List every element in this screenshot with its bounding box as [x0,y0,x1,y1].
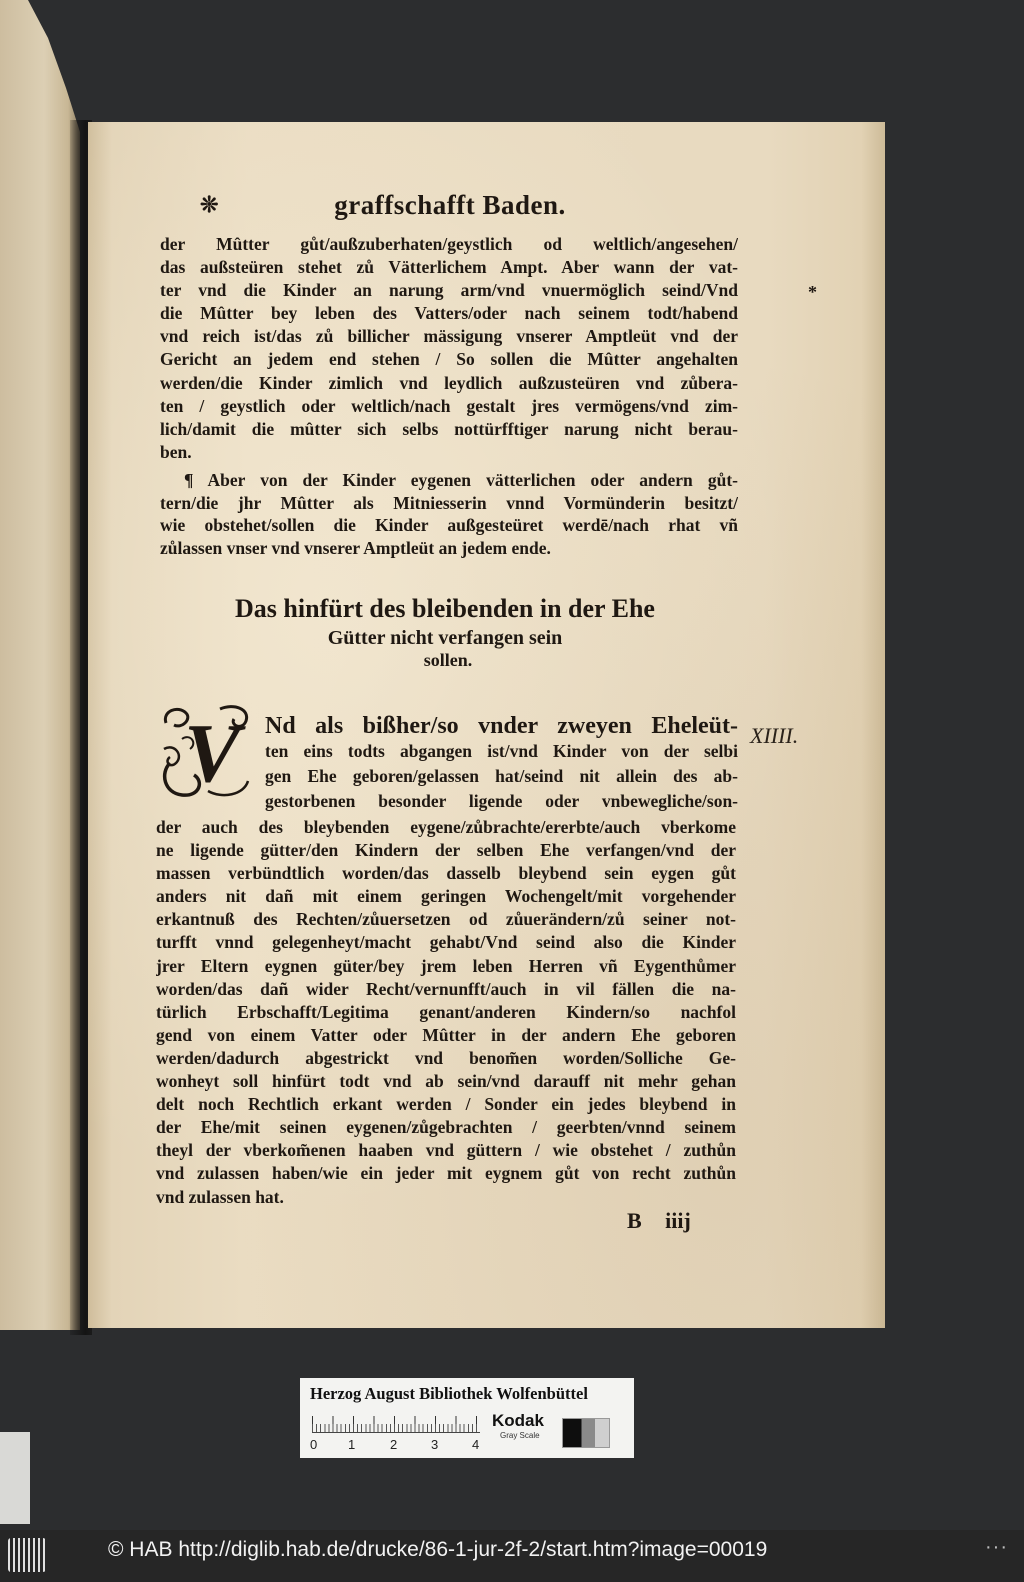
text-line: zůlassen vnser vnd vnserer Amptleüt an jedem ende. [160,538,551,559]
text-line: die Mûtter bey leben des Vatters/oder nach seinem todt/habend [160,303,738,324]
text-line: türlich Erbschafft/Legitima genant/anderen Kindern/so nachfol [156,1001,736,1022]
text-line: ten / geystlich oder weltlich/nach gestalt jres vermögens/vnd zim- [160,395,738,416]
ruler-number: 0 [310,1437,318,1452]
text-line: gen Ehe geboren/gelassen hat/seind nit allein des ab- [265,766,738,786]
book-page [88,122,885,1328]
more-menu-icon[interactable]: ··· [985,1536,1008,1558]
hab-logo-icon [8,1538,46,1572]
ruler-number: 3 [431,1437,439,1452]
text-line: tern/die jhr Mûtter als Mitniesserin vnnd Vormünderin besitzt/ [160,492,738,513]
drop-cap-initial [160,703,252,800]
text-line: anders nit dañ mit einem geringen Wochengelt/mit vorgehender [156,886,736,907]
text-line: das außsteüren stehet zů Vätterlichem Ampt. Aber wann der vat- [160,257,738,278]
viewer-footer [0,1530,1024,1582]
text-line: gend von einem Vatter oder Mûtter in der andern Ehe geboren [156,1024,736,1045]
running-head: graffschafft Baden. [334,190,566,220]
section-number: XIIII. [750,723,799,748]
paragraph-3-indented [265,714,738,814]
text-line: theyl der vberkom̃enen haaben vnd güttern / wie obstehet / zuthůn [156,1140,736,1161]
signature-mark: B iiij [627,1208,691,1233]
paragraph-3 [156,816,736,1209]
drop-cap-letter: V [184,707,241,800]
text-line: ten eins todts abgangen ist/vnd Kinder von der selbi [265,741,738,761]
ruler-number: 2 [390,1437,398,1452]
ruler-number: 1 [348,1437,356,1452]
text-line: ne ligende gütter/den Kindern der selben Ehe verfangen/vnd der [156,840,736,861]
text-line: ter vnd die Kinder an narung arm/vnd vnuermöglich seind/Vnd [160,280,738,301]
text-line: werden/dadurch abgestrickt vnd benom̃en worden/Solliche Ge- [156,1047,736,1068]
paragraph-2 [160,469,738,560]
section-heading [145,592,745,671]
left-page-edge [0,0,80,1330]
text-line: ¶ Aber von der Kinder eygenen vätterlichen oder andern gůt- [184,470,738,490]
gray-scale-label: Gray Scale [500,1431,540,1440]
text-line: delt noch Rechtlich erkant werden / Sonder ein jedes bleybend in [156,1094,736,1115]
text-line: gestorbenen besonder ligende oder vnbewegliche/son- [265,791,738,811]
heading-line: sollen. [423,650,473,670]
text-line: wie obstehet/sollen die Kinder außgesteüret werdē/nach rhat vñ [160,515,738,536]
text-line: vnd zulassen hat. [156,1186,284,1207]
head-ornament-icon: ❊ [200,192,219,218]
text-line: turfft vnnd gelegenheyt/macht gehabt/Vnd seind also die Kinder [156,932,736,953]
paragraph-1 [160,233,738,464]
footer-credit-link[interactable]: © HAB http://diglib.hab.de/drucke/86-1-jur-2f-2/start.htm?image=00019 [108,1538,768,1561]
text-line: wonheyt soll hinfürt todt vnd ab sein/vnd darauff nit mehr gehan [156,1071,736,1092]
heading-line: Das hinfürt des bleibenden in der Ehe [235,594,655,623]
card-institution: Herzog August Bibliothek Wolfenbüttel [310,1384,588,1403]
margin-mark: * [808,282,817,302]
text-line: der Ehe/mit seinen eygenen/zůgebrachten / geerbten/vnnd seinem [156,1117,736,1138]
heading-line: Gütter nicht verfangen sein [327,627,563,649]
text-line: ben. [160,441,192,462]
left-color-card-fragment [0,1432,30,1524]
text-line: der Mûtter gůt/außzuberhaten/geystlich od weltlich/angesehen/ [160,234,738,254]
text-line: werden/die Kinder zimlich vnd leydlich außzusteüren vnd zůbera- [160,372,738,393]
text-line: vnd reich ist/das zů billicher mässigung vnserer Amptleüt vnd der [160,326,738,347]
text-line: jrer Eltern eygnen güter/bey jrem leben Herren vñ Eygenthůmer [156,955,736,976]
text-line: massen verbündtlich worden/das dasselb bleybend sein eygen gůt [156,863,736,884]
kodak-logo: Kodak [492,1411,544,1430]
text-line: erkantnuß des Rechten/zůuersetzen od zůuerändern/zů seiner not- [156,909,736,930]
color-scale-card [300,1378,634,1458]
text-line: vnd zulassen haben/wie ein jeder mit eygnem gůt von recht zuthůn [156,1163,736,1184]
text-line: Nd als bißher/so vnder zweyen Eheleüt- [265,714,738,739]
text-line: lich/damit die mûtter sich selbs nottürfftiger narung nicht berau- [160,418,738,439]
text-line: worden/das dañ wider Recht/vernunfft/auch in vil fällen die na- [156,978,736,999]
text-line: der auch des bleybenden eygene/zůbrachte/ererbte/auch vberkome [156,817,736,837]
gray-swatch [562,1418,610,1448]
ruler-number: 4 [472,1437,480,1452]
ruler-scale [312,1412,480,1433]
text-line: Gericht an jedem end stehen / So sollen die Mûtter angehalten [160,349,738,370]
